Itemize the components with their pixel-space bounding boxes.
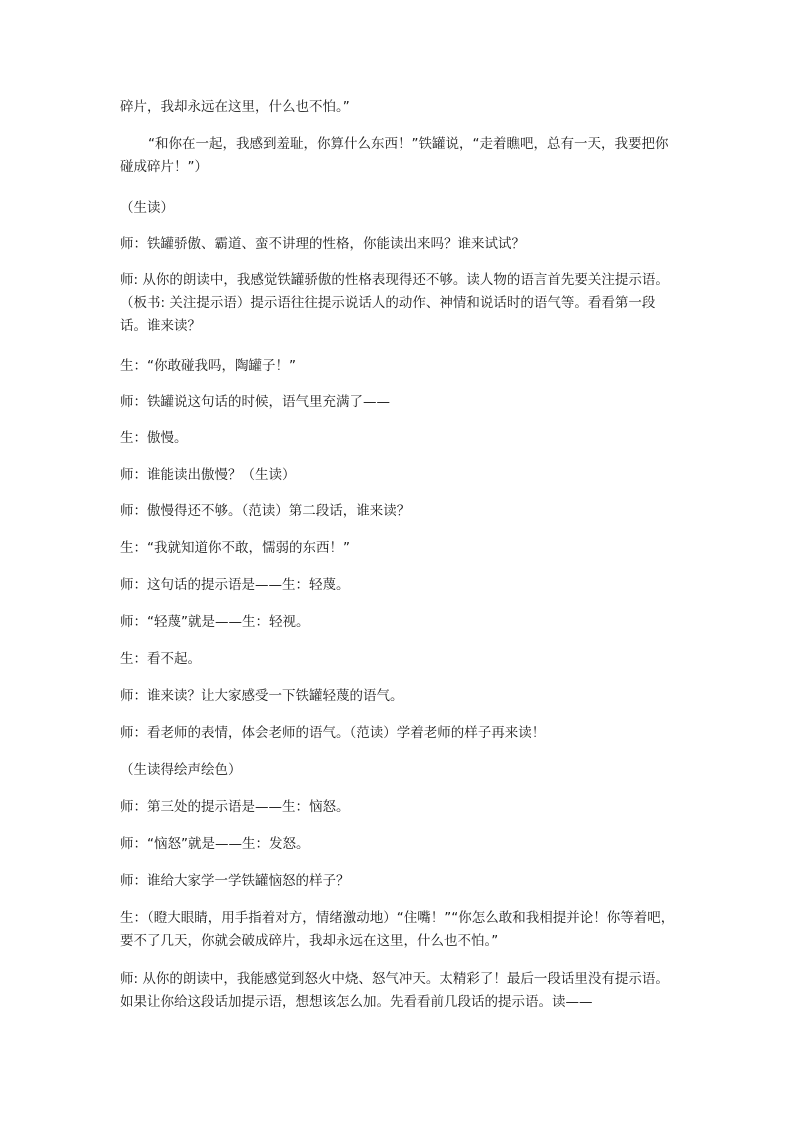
paragraph-17: （生读得绘声绘色） [120,762,242,778]
paragraph-18: 师：第三处的提示语是——生：恼怒。 [120,799,350,815]
paragraph-9: 师：谁能读出傲慢？（生读） [120,467,296,483]
paragraph-10: 师：傲慢得还不够。（范读）第二段话，谁来读？ [120,503,411,519]
paragraph-12: 师：这句话的提示语是——生：轻蔑。 [120,577,350,593]
paragraph-6: 生：“你敢碰我吗，陶罐子！” [120,358,296,374]
paragraph-19: 师：“恼怒”就是——生：发怒。 [120,836,310,852]
paragraph-13: 师：“轻蔑”就是——生：轻视。 [120,614,310,630]
paragraph-2: “和你在一起，我感到羞耻，你算什么东西！”铁罐说，“走着瞧吧，总有一天，我要把你碰成碎片！”） [120,136,669,175]
paragraph-3: （生读） [120,200,174,216]
paragraph-11: 生：“我就知道你不敢，懦弱的东西！” [120,540,350,556]
paragraph-7: 师：铁罐说这句话的时候，语气里充满了—— [120,394,390,410]
paragraph-15: 师：谁来读？让大家感受一下铁罐轻蔑的语气。 [120,688,404,704]
paragraph-20: 师：谁给大家学一学铁罐恼怒的样子？ [120,873,350,889]
paragraph-14: 生：看不起。 [120,651,201,667]
paragraph-22: 师: 从你的朗读中，我能感觉到怒火中烧、怒气冲天。太精彩了！最后一段话里没有提示语。如果让你给这段话加提示语，想想该怎么加。先看看前几段话的提示语。读—— [120,971,669,1010]
paragraph-21: 生：（瞪大眼睛，用手指着对方，情绪激动地）“住嘴！”“你怎么敢和我相提并论！你等着吧，要不了几天，你就会破成碎片，我却永远在这里，什么也不怕。” [120,910,675,949]
paragraph-16: 师：看老师的表情，体会老师的语气。（范读）学着老师的样子再来读！ [120,725,546,741]
paragraph-1: 碎片，我却永远在这里，什么也不怕。” [120,99,350,115]
paragraph-4: 师：铁罐骄傲、霸道、蛮不讲理的性格，你能读出来吗？谁来试试？ [120,236,525,252]
paragraph-5: 师: 从你的朗读中，我感觉铁罐骄傲的性格表现得还不够。读人物的语言首先要关注提示语。（板书: 关注提示语）提示语往往提示说话人的动作、神情和说话时的语气等。看看第一段话。谁来读？ [120,272,669,334]
paragraph-8: 生：傲慢。 [120,430,188,446]
